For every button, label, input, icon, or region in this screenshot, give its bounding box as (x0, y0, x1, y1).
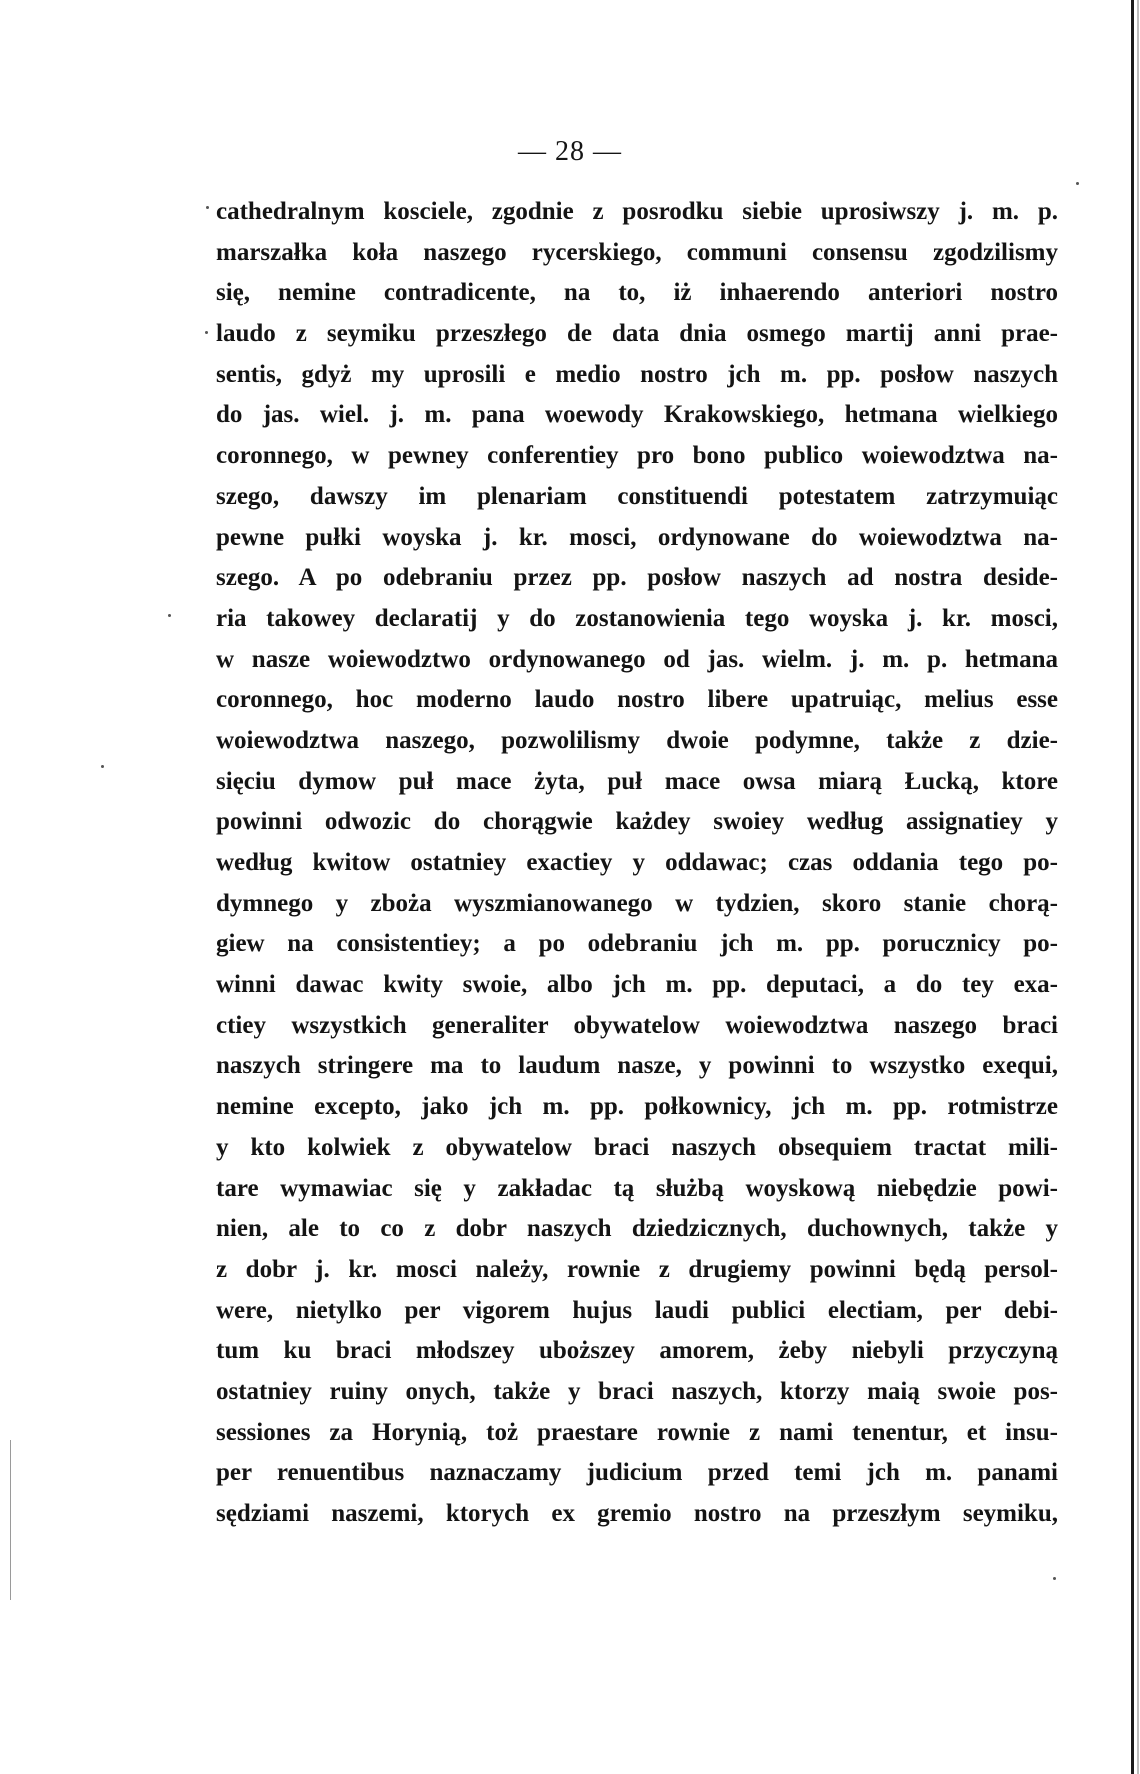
text-line: ria takowey declaratij y do zostanowienia tego woyska j. kr. mosci, (216, 604, 1058, 632)
page-number: — 28 — (518, 136, 622, 167)
scan-margin-line (10, 1440, 11, 1600)
text-line: nemine excepto, jako jch m. pp. połkownicy, jch m. pp. rotmistrze (216, 1093, 1058, 1121)
body-text (216, 192, 1058, 1535)
text-line: coronnego, w pewney conferentiey pro bono publico woiewodztwa na- (216, 442, 1058, 470)
text-line: woiewodztwa naszego, pozwolilismy dwoie podymne, także z dzie- (216, 726, 1058, 754)
ink-speck (1076, 182, 1079, 185)
ink-speck (168, 614, 171, 617)
ink-speck (206, 206, 209, 209)
text-line: z dobr j. kr. mosci należy, rownie z drugiemy powinni będą persol- (216, 1255, 1058, 1283)
text-line: szego, dawszy im plenariam constituendi potestatem zatrzymuiąc (216, 482, 1058, 510)
text-line: giew na consistentiey; a po odebraniu jch m. pp. porucznicy po- (216, 930, 1058, 958)
text-line: winni dawac kwity swoie, albo jch m. pp. deputaci, a do tey exa- (216, 971, 1058, 999)
text-line: laudo z seymiku przeszłego de data dnia osmego martij anni prae- (216, 320, 1058, 348)
text-line: według kwitow ostatniey exactiey y oddawac; czas oddania tego po- (216, 849, 1058, 876)
text-line: dymnego y zboża wyszmianowanego w tydzien, skoro stanie chorą- (216, 889, 1058, 917)
text-line: szego. A po odebraniu przez pp. posłow naszych ad nostra deside- (216, 564, 1058, 592)
text-line: cathedralnym kosciele, zgodnie z posrodku siebie uprosiwszy j. m. p. (216, 198, 1058, 225)
scan-edge-shadow (1131, 0, 1134, 1774)
text-line: ostatniey ruiny onych, także y braci naszych, ktorzy maią swoie pos- (216, 1377, 1058, 1405)
text-line: ctiey wszystkich generaliter obywatelow woiewodztwa naszego braci (216, 1011, 1058, 1039)
text-line: w nasze woiewodztwo ordynowanego od jas. wielm. j. m. p. hetmana (216, 645, 1058, 673)
text-line: powinni odwozic do chorągwie każdey swoiey według assignatiey y (216, 808, 1058, 836)
text-line: tum ku braci młodszey uboższey amorem, żeby niebyli przyczyną (216, 1337, 1058, 1365)
text-line: per renuentibus naznaczamy judicium przed temi jch m. panami (216, 1459, 1058, 1487)
text-line: coronnego, hoc moderno laudo nostro libere upatruiąc, melius esse (216, 686, 1058, 714)
text-line: się, nemine contradicente, na to, iż inhaerendo anteriori nostro (216, 279, 1058, 307)
ink-speck (1053, 1577, 1056, 1580)
text-line: nien, ale to co z dobr naszych dziedzicznych, duchownych, także y (216, 1215, 1058, 1243)
text-line: sięciu dymow puł mace żyta, puł mace owsa miarą Łucką, ktore (216, 767, 1058, 795)
text-line: sentis, gdyż my uprosili e medio nostro jch m. pp. posłow naszych (216, 360, 1058, 388)
text-line: tare wymawiac się y zakładac tą służbą woyskową niebędzie powi- (216, 1174, 1058, 1202)
text-line: do jas. wiel. j. m. pana woewody Krakowskiego, hetmana wielkiego (216, 401, 1058, 429)
text-line: sędziami naszemi, ktorych ex gremio nostro na przeszłym seymiku, (216, 1500, 1058, 1527)
text-line: were, nietylko per vigorem hujus laudi publici electiam, per debi- (216, 1296, 1058, 1324)
ink-speck (101, 765, 104, 768)
scan-edge-fade (1137, 0, 1139, 1774)
text-line: marszałka koła naszego rycerskiego, communi consensu zgodzilismy (216, 238, 1058, 266)
text-line: naszych stringere ma to laudum nasze, y powinni to wszystko exequi, (216, 1052, 1058, 1080)
text-line: pewne pułki woyska j. kr. mosci, ordynowane do woiewodztwa na- (216, 523, 1058, 551)
ink-speck (205, 331, 208, 334)
text-line: sessiones za Horynią, toż praestare rownie z nami tenentur, et insu- (216, 1418, 1058, 1446)
text-line: y kto kolwiek z obywatelow braci naszych obsequiem tractat mili- (216, 1133, 1058, 1161)
